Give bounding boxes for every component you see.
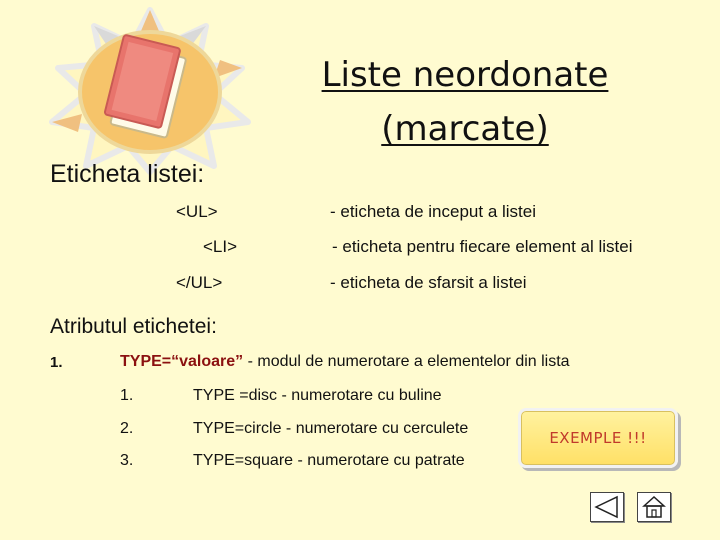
attribute-heading: Atributul etichetei: [50,315,217,338]
examples-button[interactable] [518,408,678,468]
tag-li: <LI> [203,237,238,256]
back-button[interactable] [590,492,624,522]
attribute-line [120,353,570,371]
type-item-text: TYPE=square - numerotare cu patrate [193,452,465,469]
type-item-number: 1. [120,387,134,404]
attribute-number: 1. [50,354,63,371]
type-item-number: 3. [120,452,134,469]
back-arrow-icon [591,493,623,521]
tag-ul-close: </UL> [176,273,223,292]
type-item-text: TYPE=circle - numerotare cu cerculete [193,420,469,437]
type-item-text: TYPE =disc - numerotare cu buline [193,387,442,404]
page-title [300,48,630,156]
attribute-name: TYPE=“valoare” [120,353,244,370]
home-button[interactable] [637,492,671,522]
tag-li-description: - eticheta pentru fiecare element al listei [332,237,633,256]
type-item-number: 2. [120,420,134,437]
title-line-1: Liste neordonate [321,55,609,95]
tag-ul-close-description: - eticheta de sfarsit a listei [330,273,527,292]
tag-ul-open-description: - eticheta de inceput a listei [330,202,537,221]
book-sun-icon [38,6,262,176]
home-icon [638,493,670,521]
examples-button-label: EXEMPLE !!! [549,429,647,447]
section-heading-label: Eticheta listei: [50,160,205,188]
title-line-2: (marcate) [381,109,549,149]
tag-ul-open: <UL> [176,202,218,221]
attribute-description: - modul de numerotare a elementelor din lista [247,353,570,370]
